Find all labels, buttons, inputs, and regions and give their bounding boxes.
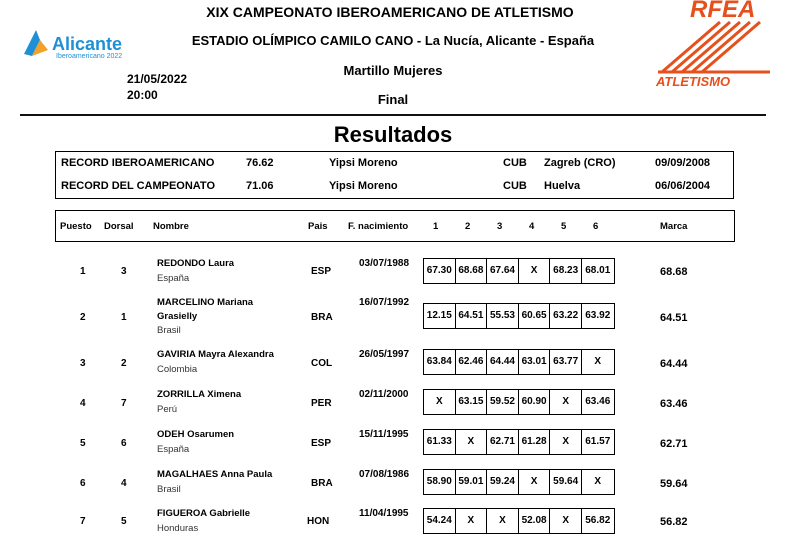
record-athlete: Yipsi Moreno: [329, 157, 398, 169]
attempt: 61.28: [519, 430, 551, 454]
result-country: BRA: [311, 478, 333, 489]
attempt: 59.52: [487, 390, 519, 414]
attempt: 60.65: [519, 304, 551, 328]
result-dob: 02/11/2000: [359, 389, 409, 400]
result-mark: 68.68: [660, 266, 688, 278]
attempt: X: [594, 356, 602, 367]
attempt: X: [550, 430, 582, 454]
result-country: COL: [311, 358, 333, 369]
result-name: REDONDO Laura: [157, 258, 235, 269]
event-time: 20:00: [127, 88, 158, 102]
attempt: 63.22: [550, 304, 582, 328]
logo-left-sub: Iberoamericano 2022: [56, 53, 123, 60]
record-row: [56, 157, 733, 177]
attempt: 64.51: [456, 304, 488, 328]
attempt: X: [456, 509, 488, 533]
result-mark: 59.64: [660, 478, 688, 490]
result-country-name: Brasil: [157, 325, 181, 336]
result-position: 2: [80, 312, 86, 323]
attempt: 59.64: [550, 470, 582, 494]
attempt: 12.15: [424, 304, 456, 328]
result-row: [0, 346, 786, 386]
col-puesto: Puesto: [60, 221, 92, 232]
result-row: [0, 254, 786, 294]
result-attempts: [423, 349, 615, 375]
result-attempts: [423, 303, 615, 329]
result-mark: 63.46: [660, 398, 688, 410]
result-name: GAVIRIA Mayra Alexandra: [157, 349, 274, 360]
attempt: 63.77: [550, 350, 582, 374]
attempt: 59.24: [487, 470, 519, 494]
col-attempt-4: 4: [529, 221, 535, 232]
result-row: [0, 506, 786, 541]
round-name: Final: [377, 92, 409, 107]
result-mark: 64.44: [660, 358, 688, 370]
result-name: MARCELINO Mariana: [157, 297, 254, 308]
col-dorsal: Dorsal: [104, 221, 134, 232]
event-date: 21/05/2022: [127, 72, 188, 86]
record-place: Zagreb (CRO): [544, 157, 616, 169]
result-bib: 1: [121, 312, 127, 323]
attempt: X: [550, 390, 582, 414]
result-name: ODEH Osarumen: [157, 429, 235, 440]
result-name: MAGALHAES Anna Paula: [157, 469, 273, 480]
header-divider: [20, 114, 766, 116]
result-attempts: [423, 258, 615, 284]
alicante-logo: [22, 26, 132, 66]
event-name: Martillo Mujeres: [343, 63, 443, 78]
record-mark: 76.62: [246, 157, 274, 169]
attempt: 67.30: [424, 259, 456, 283]
attempt: 62.46: [456, 350, 488, 374]
attempt: X: [550, 509, 582, 533]
attempt: 68.68: [456, 259, 488, 283]
result-country-name: Colombia: [157, 364, 198, 375]
result-mark: 56.82: [660, 516, 688, 528]
result-country-name: Brasil: [157, 484, 181, 495]
attempt: 62.71: [487, 430, 519, 454]
logo-left-text: Alicante: [52, 34, 123, 54]
record-row: [56, 180, 733, 200]
rfea-logo: [650, 0, 786, 92]
result-position: 4: [80, 398, 86, 409]
result-row: [0, 294, 786, 334]
attempt: 58.90: [424, 470, 456, 494]
record-label: RECORD DEL CAMPEONATO: [61, 180, 216, 192]
col-nombre: Nombre: [153, 221, 189, 232]
result-dob: 26/05/1997: [359, 349, 410, 360]
result-bib: 7: [121, 398, 127, 409]
result-bib: 2: [121, 358, 127, 369]
col-attempt-6: 6: [593, 221, 599, 232]
result-position: 1: [80, 266, 86, 277]
result-bib: 4: [121, 478, 127, 489]
attempt: 63.84: [424, 350, 456, 374]
record-date: 06/06/2004: [655, 180, 711, 192]
attempt: 60.90: [519, 390, 551, 414]
attempt: 59.01: [456, 470, 488, 494]
attempt: 63.01: [519, 350, 551, 374]
record-athlete: Yipsi Moreno: [329, 180, 398, 192]
result-country: PER: [311, 398, 332, 409]
result-country-name: Honduras: [157, 523, 199, 534]
record-place: Huelva: [544, 180, 581, 192]
attempt: 63.15: [456, 390, 488, 414]
result-country-name: Perú: [157, 404, 178, 415]
result-dob: 15/11/1995: [359, 429, 409, 440]
result-bib: 6: [121, 438, 127, 449]
result-attempts: [423, 469, 615, 495]
record-country: CUB: [503, 157, 527, 169]
result-country: BRA: [311, 312, 333, 323]
attempt: 68.23: [550, 259, 582, 283]
result-country: ESP: [311, 438, 332, 449]
result-name-line2: Grasielly: [157, 311, 198, 322]
record-mark: 71.06: [246, 180, 274, 192]
col-attempt-3: 3: [497, 221, 503, 232]
stadium-title: ESTADIO OLÍMPICO CAMILO CANO - La Nucía, Alicante - España: [191, 33, 595, 48]
result-attempts: [423, 429, 615, 455]
attempt: X: [519, 259, 551, 283]
results-header: [55, 210, 735, 242]
attempt: X: [424, 390, 456, 414]
result-position: 6: [80, 478, 86, 489]
result-row: [0, 466, 786, 506]
result-bib: 3: [121, 266, 127, 277]
result-name: FIGUEROA Gabrielle: [157, 508, 251, 519]
logo-right-bottom: ATLETISMO: [656, 74, 731, 89]
col-dob: F. nacimiento: [348, 221, 409, 232]
result-row: [0, 426, 786, 466]
col-marca: Marca: [660, 221, 688, 232]
attempt: 64.44: [487, 350, 519, 374]
col-attempt-5: 5: [561, 221, 567, 232]
record-date: 09/09/2008: [655, 157, 711, 169]
result-position: 3: [80, 358, 86, 369]
record-country: CUB: [503, 180, 527, 192]
result-position: 5: [80, 438, 86, 449]
col-pais: Pais: [308, 221, 328, 232]
record-label: RECORD IBEROAMERICANO: [61, 157, 215, 169]
attempt: X: [487, 509, 519, 533]
result-country-name: España: [157, 273, 190, 284]
attempt: 63.92: [585, 310, 611, 321]
attempt: 61.57: [585, 436, 611, 447]
attempt: 67.64: [487, 259, 519, 283]
logo-right-top: RFEA: [690, 0, 756, 23]
attempt: 63.46: [585, 396, 611, 407]
result-attempts: [423, 389, 615, 415]
result-row: [0, 386, 786, 426]
attempt: X: [519, 470, 551, 494]
attempt: X: [594, 476, 602, 487]
championship-title: XIX CAMPEONATO IBEROAMERICANO DE ATLETISMO: [206, 4, 574, 20]
result-dob: 16/07/1992: [359, 297, 410, 308]
attempt: 68.01: [585, 265, 611, 276]
attempt: 55.53: [487, 304, 519, 328]
page-title: Resultados: [333, 122, 453, 147]
result-dob: 11/04/1995: [359, 508, 409, 519]
result-country-name: España: [157, 444, 190, 455]
result-attempts: [423, 508, 615, 534]
result-bib: 5: [121, 516, 127, 527]
attempt: 54.24: [424, 509, 456, 533]
result-country: ESP: [311, 266, 332, 277]
result-dob: 03/07/1988: [359, 258, 410, 269]
attempt: 52.08: [519, 509, 551, 533]
result-name: ZORRILLA Ximena: [157, 389, 242, 400]
result-country: HON: [307, 516, 330, 527]
result-mark: 64.51: [660, 312, 688, 324]
attempt: 61.33: [424, 430, 456, 454]
col-attempt-1: 1: [433, 221, 439, 232]
attempt: 56.82: [585, 515, 611, 526]
result-position: 7: [80, 516, 86, 527]
result-dob: 07/08/1986: [359, 469, 410, 480]
result-mark: 62.71: [660, 438, 688, 450]
records-box: [55, 151, 734, 199]
attempt: X: [456, 430, 488, 454]
col-attempt-2: 2: [465, 221, 471, 232]
